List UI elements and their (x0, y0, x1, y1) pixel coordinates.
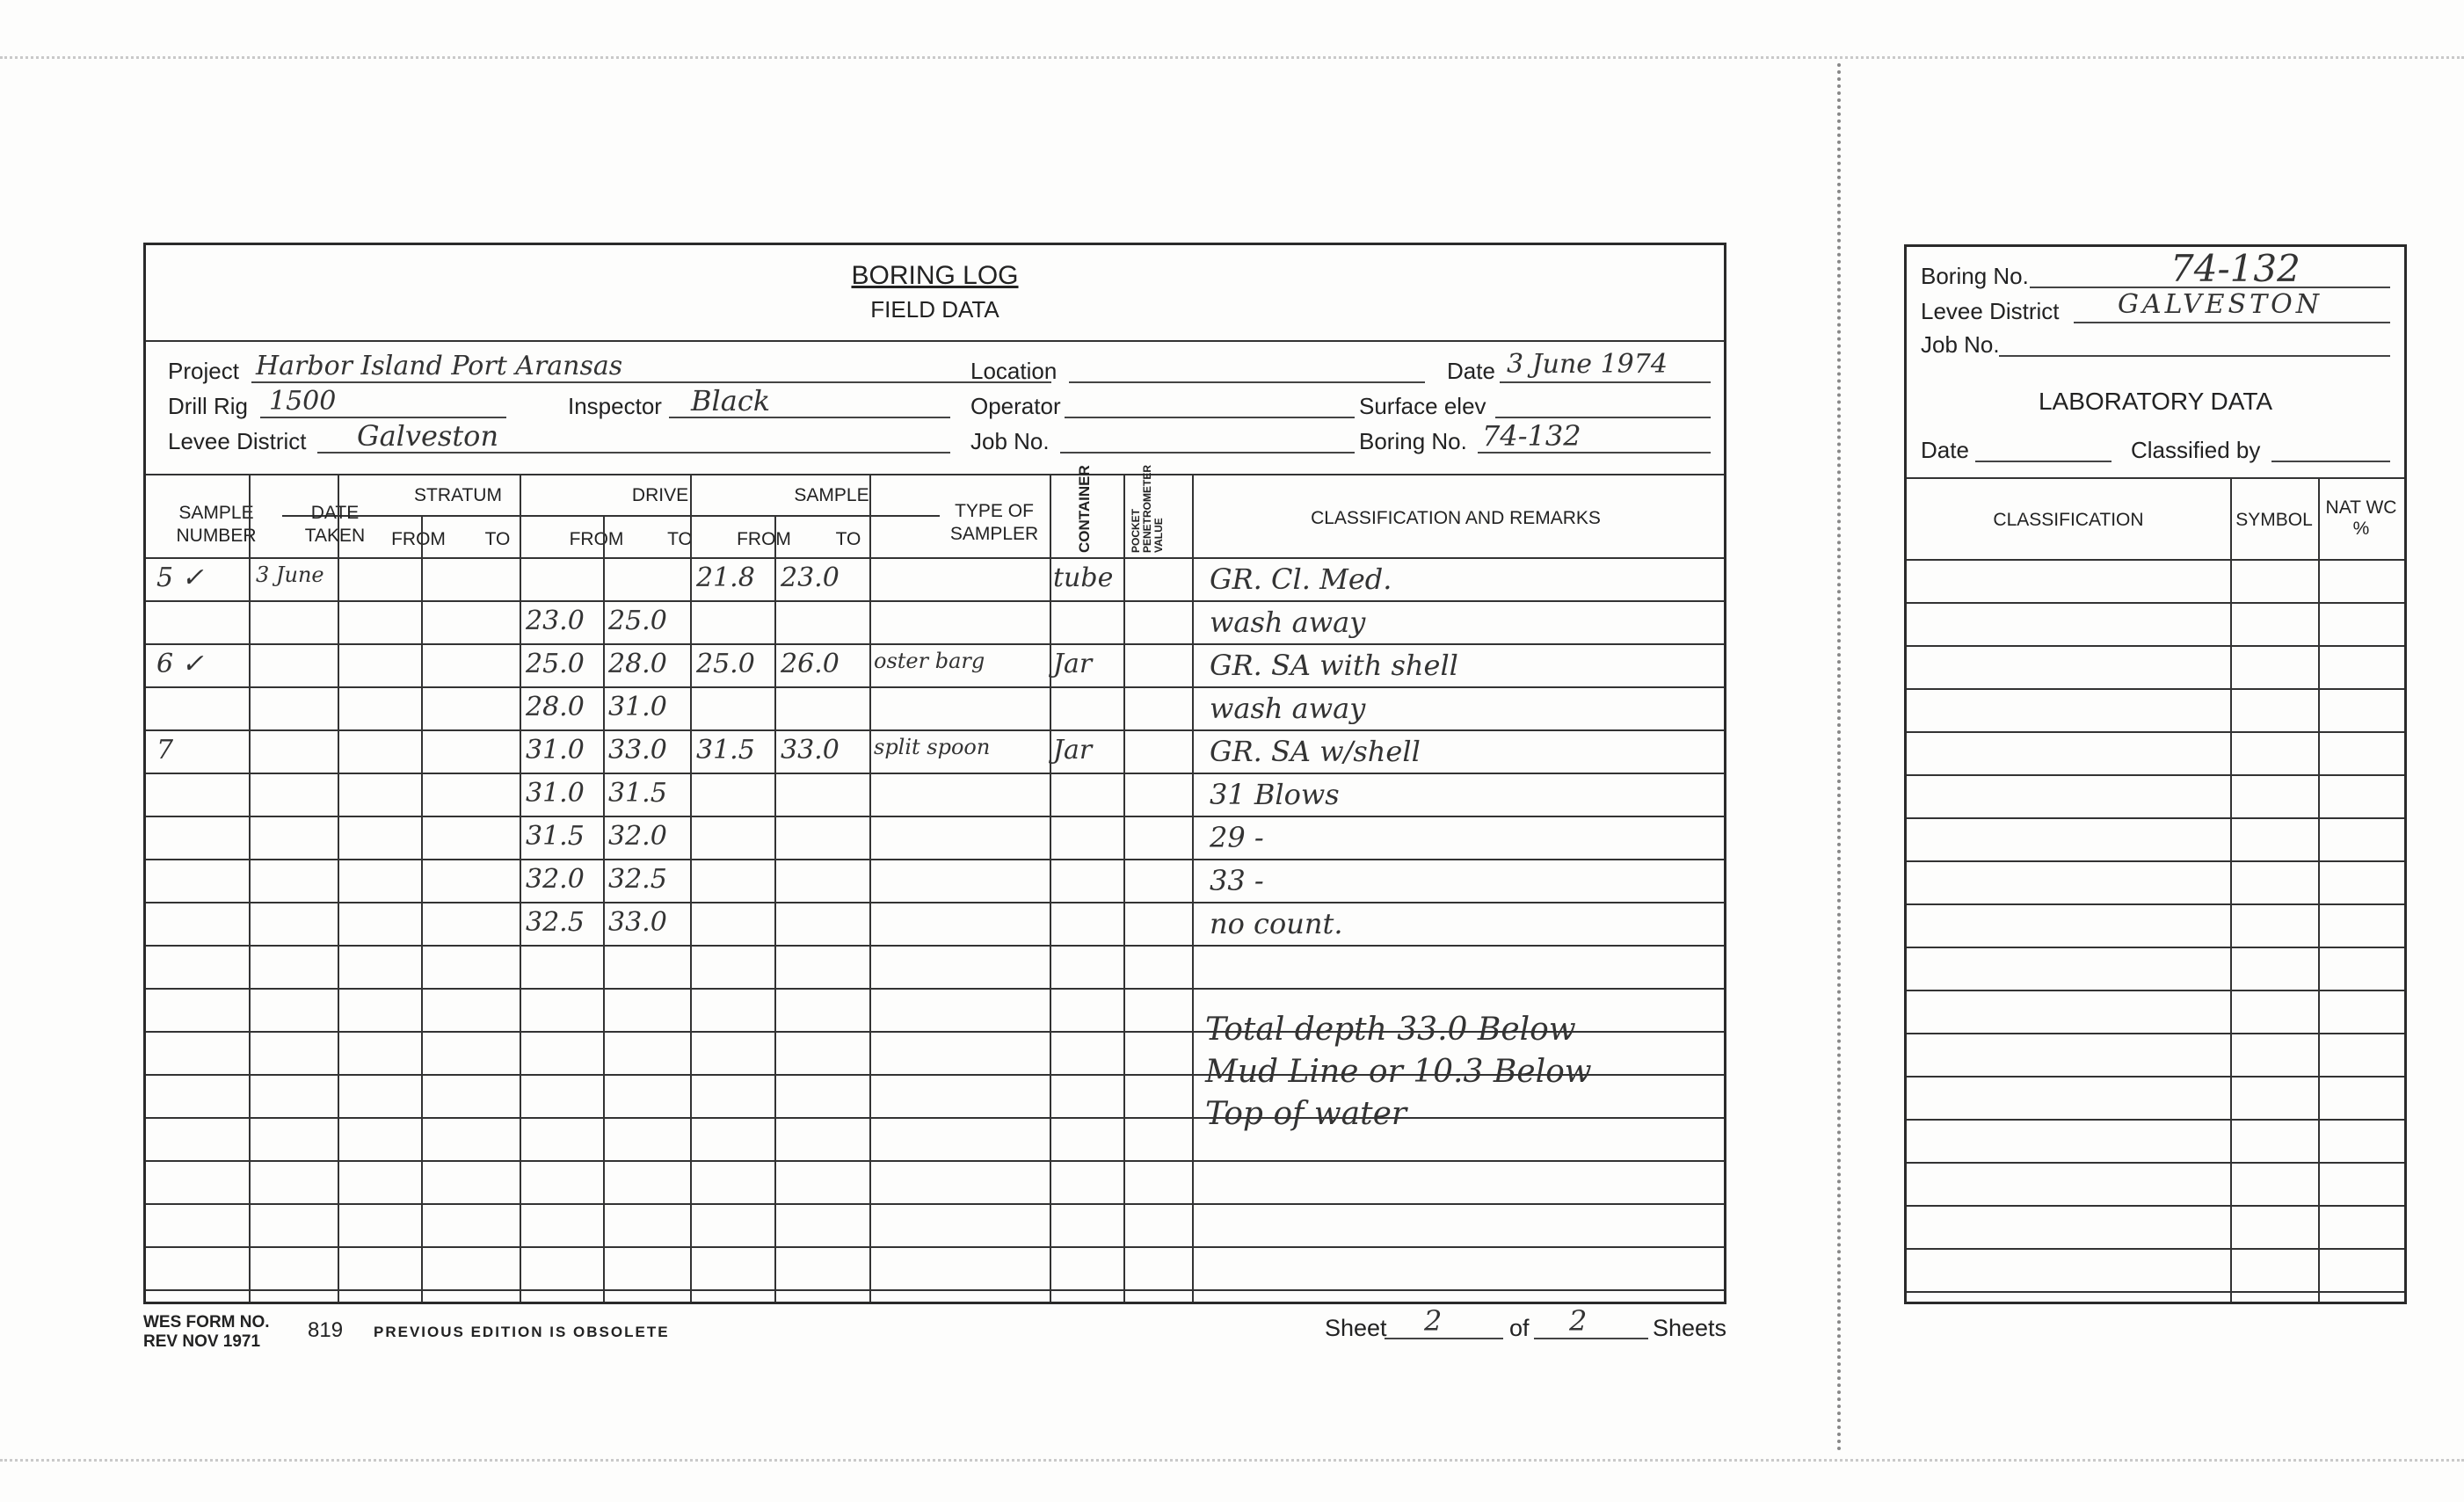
lab-col-line (2230, 477, 2232, 1302)
inspector-value[interactable]: Black (691, 384, 771, 417)
project-field[interactable] (251, 381, 1051, 383)
row-line (146, 1203, 1724, 1205)
lab-row-line (1907, 990, 2404, 991)
table-header-bottom (146, 557, 1724, 559)
lab-row-line (1907, 1076, 2404, 1078)
of-value[interactable]: 2 (1569, 1304, 1588, 1338)
remarks-cell[interactable]: GR. SA with shell (1210, 649, 1458, 682)
col-type-of-sampler: TYPE OF SAMPLER (949, 501, 1039, 544)
lab-row-line (1907, 1248, 2404, 1250)
of-field[interactable] (1534, 1338, 1648, 1339)
lab-col-symbol: SYMBOL (2235, 510, 2313, 530)
fields-divider (146, 474, 1724, 475)
container-cell[interactable]: Jar (1053, 735, 1093, 766)
row-line (146, 729, 1724, 731)
lab-row-line (1907, 731, 2404, 733)
row-line (146, 1289, 1724, 1291)
col-date-taken: DATE TAKEN (304, 503, 366, 546)
lab-boring-no-value[interactable]: 74-132 (2170, 247, 2300, 290)
sample-number-cell[interactable]: 7 (156, 735, 174, 766)
lab-classified-by-label: Classified by (2131, 437, 2261, 463)
total-note-line-2[interactable]: Mud Line or 10.3 Below (1205, 1054, 1592, 1090)
row-line (146, 945, 1724, 947)
col-stratum-from: FROM (391, 529, 446, 549)
project-label: Project (168, 358, 239, 384)
drill-rig-field[interactable] (260, 417, 506, 418)
sheets-label: Sheets (1653, 1315, 1727, 1341)
lab-row-line (1907, 1162, 2404, 1164)
surface-elev-label: Surface elev (1359, 393, 1486, 419)
drive-from-cell[interactable]: 28.0 (526, 692, 585, 722)
levee-district-label: Levee District (168, 428, 307, 454)
drive-from-cell[interactable]: 25.0 (526, 649, 585, 679)
header-divider (146, 340, 1724, 342)
job-no-label: Job No. (970, 428, 1050, 454)
total-note-line-3[interactable]: Top of water (1205, 1096, 1407, 1132)
sample-number-cell[interactable]: 5 ✓ (156, 562, 204, 593)
lab-row-line (1907, 947, 2404, 948)
col-drive-from: FROM (569, 529, 624, 549)
sample-from-cell[interactable]: 31.5 (696, 735, 755, 766)
lab-date-label: Date (1921, 437, 1969, 463)
row-line (146, 1160, 1724, 1162)
remarks-cell[interactable]: no count. (1210, 907, 1343, 940)
row-line (146, 902, 1724, 903)
col-line (249, 474, 251, 1302)
lab-title: LABORATORY DATA (2038, 388, 2273, 415)
lab-row-line (1907, 688, 2404, 690)
job-no-field[interactable] (1060, 452, 1355, 454)
drive-to-cell[interactable]: 33.0 (608, 735, 667, 766)
row-line (146, 1117, 1724, 1119)
operator-field[interactable] (1065, 417, 1355, 418)
lab-row-line (1907, 1291, 2404, 1293)
lab-job-no-field[interactable] (1999, 355, 2390, 357)
lab-col-line (2318, 477, 2320, 1302)
row-line (146, 686, 1724, 688)
sheet-field[interactable] (1385, 1338, 1503, 1339)
row-line (146, 773, 1724, 774)
col-sample-from: FROM (737, 529, 791, 549)
row-line (146, 643, 1724, 645)
drive-from-cell[interactable]: 32.0 (526, 864, 585, 895)
drill-rig-value[interactable]: 1500 (269, 386, 337, 417)
lab-row-line (1907, 602, 2404, 604)
lab-col-nat-wc-unit: % (2352, 519, 2370, 539)
perforation-line (1837, 63, 1841, 1452)
scan-edge-top (0, 56, 2464, 62)
lab-levee-district-field[interactable] (2074, 322, 2390, 323)
row-line (146, 1246, 1724, 1248)
col-line (774, 515, 776, 1302)
boring-no-value[interactable]: 74-132 (1482, 419, 1581, 453)
row-line (146, 859, 1724, 860)
drive-from-cell[interactable]: 31.0 (526, 735, 585, 766)
col-line (338, 474, 339, 1302)
lab-row-line (1907, 817, 2404, 819)
surface-elev-field[interactable] (1495, 417, 1711, 418)
lab-levee-district-label: Levee District (1921, 298, 2060, 324)
col-container: CONTAINER (1076, 465, 1093, 553)
lab-row-line (1907, 860, 2404, 862)
container-cell[interactable]: Jar (1053, 649, 1093, 679)
drive-to-cell[interactable]: 32.5 (608, 864, 667, 895)
col-drive: DRIVE (631, 485, 689, 505)
drive-to-cell[interactable]: 25.0 (608, 606, 667, 636)
lab-classified-by-field[interactable] (2271, 461, 2390, 462)
drive-to-cell[interactable]: 31.5 (608, 778, 667, 809)
remarks-cell[interactable]: wash away (1210, 606, 1366, 639)
scan-edge-bottom (0, 1459, 2464, 1465)
lab-date-field[interactable] (1975, 461, 2111, 462)
project-value[interactable]: Harbor Island Port Aransas (256, 351, 623, 381)
sheet-value[interactable]: 2 (1424, 1304, 1443, 1338)
subheader-line-stratum (282, 515, 940, 517)
form-number-line-2: REV NOV 1971 (143, 1332, 261, 1351)
sample-from-cell[interactable]: 21.8 (696, 562, 755, 593)
date-taken-cell[interactable]: 3 June (256, 562, 324, 587)
levee-district-value[interactable]: Galveston (357, 419, 499, 453)
row-line (146, 600, 1724, 602)
sampler-cell[interactable]: split spoon (874, 735, 991, 759)
remarks-cell[interactable]: 29 - (1210, 821, 1264, 854)
lab-col-classification: CLASSIFICATION (1993, 510, 2144, 530)
form-title: BORING LOG (851, 261, 1019, 290)
remarks-cell[interactable]: GR. SA w/shell (1210, 735, 1421, 768)
lab-row-line (1907, 1119, 2404, 1121)
remarks-cell[interactable]: wash away (1210, 692, 1366, 725)
col-line (690, 474, 692, 1302)
drive-from-cell[interactable]: 23.0 (526, 606, 585, 636)
col-line (603, 515, 605, 1302)
date-field[interactable] (1500, 381, 1711, 383)
form-number-line-1: WES FORM NO. (143, 1313, 270, 1331)
form-number: 819 (308, 1318, 344, 1342)
col-line (1192, 474, 1194, 1302)
col-line (869, 474, 871, 1302)
sample-number-cell[interactable]: 6 ✓ (156, 649, 204, 679)
drive-from-cell[interactable]: 31.0 (526, 778, 585, 809)
col-line (1050, 474, 1051, 1302)
row-line (146, 816, 1724, 817)
lab-row-line (1907, 1033, 2404, 1034)
drive-to-cell[interactable]: 28.0 (608, 649, 667, 679)
drive-from-cell[interactable]: 31.5 (526, 821, 585, 852)
of-label: of (1509, 1315, 1530, 1341)
col-pocket-penetrometer: POCKET PENETROMETER VALUE (1130, 464, 1165, 553)
remarks-cell[interactable]: 33 - (1210, 864, 1264, 897)
sample-to-cell[interactable]: 26.0 (781, 649, 840, 679)
date-label: Date (1447, 358, 1495, 384)
drive-to-cell[interactable]: 33.0 (608, 907, 667, 938)
sample-to-cell[interactable]: 23.0 (781, 562, 840, 593)
sample-to-cell[interactable]: 33.0 (781, 735, 840, 766)
lab-levee-district-value[interactable]: GALVESTON (2118, 289, 2322, 320)
location-label: Location (970, 358, 1058, 384)
col-drive-to: TO (667, 529, 693, 549)
col-sample-to: TO (835, 529, 861, 549)
form-subtitle: FIELD DATA (870, 296, 999, 323)
lab-col-nat-wc: NAT WC (2325, 497, 2397, 518)
boring-log-form (143, 243, 1726, 1304)
lab-header-bottom (1907, 559, 2404, 561)
sampler-cell[interactable]: oster barg (874, 649, 985, 673)
col-sample: SAMPLE (794, 485, 869, 505)
lab-header-top (1907, 477, 2404, 479)
col-stratum-to: TO (484, 529, 511, 549)
container-cell[interactable]: tube (1053, 562, 1114, 593)
remarks-cell[interactable]: 31 Blows (1210, 778, 1340, 811)
sheet-label: Sheet (1325, 1315, 1387, 1341)
remarks-cell[interactable]: GR. Cl. Med. (1210, 562, 1392, 596)
drive-to-cell[interactable]: 32.0 (608, 821, 667, 852)
operator-label: Operator (970, 393, 1061, 419)
location-field[interactable] (1069, 381, 1425, 383)
col-line (421, 515, 423, 1302)
lab-row-line (1907, 645, 2404, 647)
obsolete-notice: PREVIOUS EDITION IS OBSOLETE (374, 1324, 670, 1340)
lab-row-line (1907, 1205, 2404, 1207)
col-classification-remarks: CLASSIFICATION AND REMARKS (1311, 508, 1601, 528)
boring-no-label: Boring No. (1359, 428, 1467, 454)
col-line (1123, 474, 1125, 1302)
sample-from-cell[interactable]: 25.0 (696, 649, 755, 679)
col-sample-number: SAMPLE NUMBER (176, 503, 257, 546)
col-stratum: STRATUM (414, 485, 502, 505)
inspector-label: Inspector (568, 393, 662, 419)
lab-row-line (1907, 903, 2404, 905)
total-note-line-1[interactable]: Total depth 33.0 Below (1205, 1012, 1576, 1048)
date-value[interactable]: 3 June 1974 (1507, 349, 1668, 380)
drive-from-cell[interactable]: 32.5 (526, 907, 585, 938)
col-line (520, 474, 521, 1302)
lab-data-form (1904, 244, 2407, 1304)
drill-rig-label: Drill Rig (168, 393, 248, 419)
drive-to-cell[interactable]: 31.0 (608, 692, 667, 722)
lab-job-no-label: Job No. (1921, 331, 2000, 358)
row-line (146, 988, 1724, 990)
lab-boring-no-label: Boring No. (1921, 263, 2029, 289)
lab-row-line (1907, 774, 2404, 776)
